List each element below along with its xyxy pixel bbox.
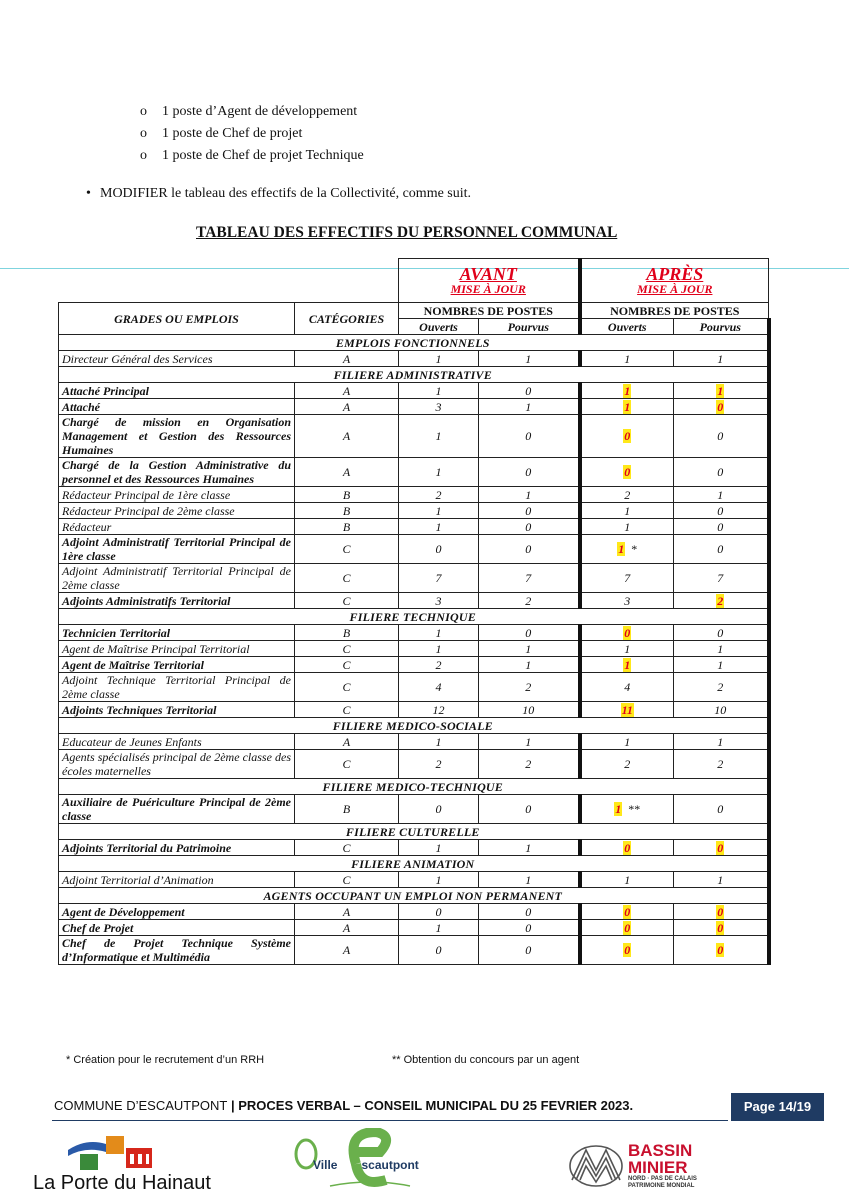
cell-value: C [342,657,351,672]
table-row [59,519,769,535]
cell-value: 0 [525,429,532,443]
section-header-row [59,779,769,795]
cell-value: 1 [525,399,532,414]
effectifs-table [58,258,771,965]
grade-label: Adjoints Territorial du Patrimoine [62,840,232,855]
cell-value: 2 [525,680,532,694]
table-row [59,351,769,367]
cell-value: 2 [435,757,442,771]
cell-value: A [342,920,351,935]
highlighted-value: 0 [624,920,631,935]
header-ouverts: Ouverts [580,319,674,335]
table-row [59,399,769,415]
ville-escautpont-label: Ville scautpont [313,1158,419,1172]
cell-value: A [342,734,351,749]
cell-value: 1 [435,840,442,855]
cell-value: 0 [717,503,724,518]
header-nombres-avant: NOMBRES DE POSTES [399,303,580,319]
cell-value: 1 [717,734,724,749]
section-header-row [59,856,769,872]
cell-value: 10 [714,702,727,717]
grade-label: Directeur Général des Services [62,351,213,366]
cell-value: C [342,757,351,771]
cell-value: C [342,593,351,608]
grade-label: Agent de Développement [62,904,185,919]
porte-hainaut-label: La Porte du Hainaut [33,1172,211,1194]
cell-value: 1 [624,872,631,887]
table-row [59,625,769,641]
section-title: EMPLOIS FONCTIONNELS [335,335,490,350]
table-row [59,641,769,657]
cell-value: 1 [435,625,442,640]
grade-label: Educateur de Jeunes Enfants [62,734,202,749]
section-header-row [59,824,769,840]
cell-value: C [342,571,351,585]
cell-value: 1 [525,487,532,502]
cell-value: 0 [717,625,724,640]
cell-value: 1 [624,641,631,656]
grade-label: Technicien Territorial [62,625,171,640]
cell-value: C [342,641,351,656]
table-row [59,702,769,718]
table-row [59,593,769,609]
cell-value: A [342,429,351,443]
cell-value: B [342,519,351,534]
cell-value: 1 [717,657,724,672]
highlighted-value: 0 [717,943,724,957]
highlighted-value: 1 [624,657,631,672]
section-title: FILIERE MEDICO-SOCIALE [332,718,493,733]
header-ouverts: Ouverts [399,319,479,335]
table-row [59,734,769,750]
highlighted-value: 1 [624,383,631,398]
cell-value: 1 [624,734,631,749]
header-pourvus: Pourvus [479,319,580,335]
cell-value: C [342,542,351,556]
cell-value: 1 [624,519,631,534]
cell-value: 2 [525,593,532,608]
cell-value: 1 [435,519,442,534]
cell-value: 1 [435,920,442,935]
table-row [59,535,769,564]
cell-value: 7 [624,571,631,585]
table-row [59,383,769,399]
section-title: FILIERE ADMINISTRATIVE [333,367,492,382]
footer-rule [52,1120,728,1121]
list-item: o 1 poste de Chef de projet Technique [140,148,364,163]
list-item: o 1 poste d’Agent de développement [140,104,358,119]
cell-value: 0 [717,465,724,479]
highlighted-value: 1 [624,399,631,414]
grade-label: Chef de Projet Technique Système d’Informatique et Multimédia [62,936,291,964]
highlighted-value: 0 [624,943,631,957]
cell-value: B [342,625,351,640]
header-grades: GRADES OU EMPLOIS [59,303,295,335]
header-categories: CATÉGORIES [295,303,399,335]
cell-value: 0 [525,383,532,398]
table-row [59,904,769,920]
grade-label: Attaché [62,399,100,414]
cell-value: 1 [435,641,442,656]
cell-value: 1 [525,351,532,366]
table-row [59,673,769,702]
cell-value: 0 [435,943,442,957]
cell-value: 0 [525,943,532,957]
section-header-row [59,609,769,625]
table-row [59,503,769,519]
grade-label: Adjoint Technique Territorial Principal de 2ème classe [62,673,291,701]
cell-value: A [342,351,351,366]
header-pourvus: Pourvus [674,319,769,335]
list-item: o 1 poste de Chef de projet [140,126,303,141]
cell-value: A [342,399,351,414]
cell-value: A [342,943,351,957]
highlighted-value: 0 [717,904,724,919]
highlighted-value: 0 [624,465,631,479]
table-row [59,750,769,779]
cell-value: C [342,872,351,887]
table-row [59,458,769,487]
cell-value: B [342,487,351,502]
section-header-row [59,718,769,734]
cell-value: 1 [624,351,631,366]
cell-value: 2 [624,487,631,502]
note-concours: ** Obtention du concours par un agent [392,1054,580,1066]
footnote-mark: ** [628,802,641,816]
table-row [59,564,769,593]
footer-text: COMMUNE D’ESCAUTPONT | PROCES VERBAL – CONSEIL MUNICIPAL DU 25 FEVRIER 2023. [54,1098,634,1113]
highlighted-value: 0 [717,840,724,855]
cell-value: C [342,702,351,717]
cell-value: 0 [717,519,724,534]
cell-value: 2 [624,757,631,771]
cell-value: 7 [717,571,724,585]
page-number: Page 14/19 [731,1093,824,1121]
cell-value: 2 [525,757,532,771]
cell-value: 1 [525,840,532,855]
cell-value: 10 [522,702,535,717]
cell-value: 1 [435,351,442,366]
highlighted-value: 0 [717,920,724,935]
grade-label: Chef de Projet [62,920,134,935]
cell-value: 2 [435,657,442,672]
highlighted-value: 1 [618,542,625,556]
section-title: FILIERE ANIMATION [351,856,475,871]
grade-label: Adjoint Administratif Territorial Principal de 2ème classe [62,564,291,592]
cell-value: 0 [717,802,724,816]
cell-value: 0 [525,625,532,640]
grade-label: Adjoint Territorial d’Animation [62,872,214,887]
modifier-bullet: • MODIFIER le tableau des effectifs de la Collectivité, comme suit. [86,186,472,201]
cell-value: 3 [624,593,631,608]
highlighted-value: 0 [624,625,631,640]
cell-value: 1 [525,657,532,672]
header-apres: APRÈS MISE À JOUR [580,259,769,303]
bassin-minier-logo-icon [568,1140,624,1193]
cell-value: 4 [435,680,442,694]
cell-value: 0 [435,904,442,919]
table-row [59,936,769,965]
highlighted-value: 1 [717,383,724,398]
table-row [59,872,769,888]
table-row [59,920,769,936]
highlighted-value: 2 [717,593,724,608]
cell-value: A [342,465,351,479]
cell-value: 0 [435,542,442,556]
grade-label: Agents spécialisés principal de 2ème classe des écoles maternelles [62,750,291,778]
table-row [59,487,769,503]
cell-value: C [342,680,351,694]
cell-value: 1 [717,487,724,502]
cell-value: 4 [624,680,631,694]
grade-label: Adjoint Administratif Territorial Principal de 1ère classe [62,535,291,563]
table-row [59,415,769,458]
cell-value: B [342,802,351,816]
table-title: TABLEAU DES EFFECTIFS DU PERSONNEL COMMUNAL [196,224,618,241]
cell-value: 0 [435,802,442,816]
table-row [59,840,769,856]
cell-value: 0 [717,429,724,443]
bullet-list [140,104,364,170]
section-title: FILIERE TECHNIQUE [349,609,476,624]
cell-value: 0 [525,465,532,479]
cell-value: 3 [435,399,442,414]
highlighted-value: 0 [717,399,724,414]
cell-value: 0 [525,802,532,816]
header-nombres-apres: NOMBRES DE POSTES [580,303,769,319]
cell-value: A [342,904,351,919]
cell-value: 1 [435,503,442,518]
grade-label: Rédacteur Principal de 1ère classe [62,487,231,502]
cell-value: 1 [717,641,724,656]
bassin-minier-label: BASSIN MINIER [628,1141,693,1177]
cell-value: 1 [525,734,532,749]
cell-value: 0 [525,503,532,518]
grade-label: Chargé de mission en Organisation Management et Gestion des Ressources Humaines [62,415,291,457]
grade-label: Adjoints Techniques Territorial [62,702,217,717]
cell-value: 1 [717,872,724,887]
cell-value: 1 [435,734,442,749]
table-row [59,657,769,673]
footnote-mark: * [631,542,638,556]
grade-label: Adjoints Administratifs Territorial [62,593,231,608]
cell-value: A [342,383,351,398]
section-header-row [59,888,769,904]
section-header-row [59,367,769,383]
cell-value: 0 [525,519,532,534]
cell-value: 3 [435,593,442,608]
cell-value: 0 [525,920,532,935]
cell-value: 1 [624,503,631,518]
cell-value: 2 [717,680,724,694]
grade-label: Rédacteur Principal de 2ème classe [62,503,235,518]
cell-value: 0 [717,542,724,556]
cell-value: 1 [435,872,442,887]
highlighted-value: 1 [615,802,622,816]
cell-value: 0 [525,542,532,556]
highlighted-value: 0 [624,840,631,855]
bassin-minier-sub: NORD · PAS DE CALAIS PATRIMOINE MONDIAL [628,1176,697,1189]
header-avant: AVANT MISE À JOUR [399,259,580,303]
porte-hainaut-logo-icon [66,1130,156,1177]
grade-label: Chargé de la Gestion Administrative du personnel et des Ressources Humaines [62,458,291,486]
cell-value: 1 [525,641,532,656]
cell-value: 1 [717,351,724,366]
section-title: FILIERE MEDICO-TECHNIQUE [322,779,504,794]
cell-value: 1 [435,465,442,479]
grade-label: Attaché Principal [62,383,149,398]
section-header-row [59,335,769,351]
cell-value: 0 [525,904,532,919]
cell-value: 2 [717,757,724,771]
section-title: FILIERE CULTURELLE [345,824,480,839]
cell-value: B [342,503,351,518]
highlighted-value: 0 [624,429,631,443]
cell-value: 12 [432,702,445,717]
cell-value: 7 [435,571,442,585]
note-creation: * Création pour le recrutement d’un RRH [66,1054,265,1066]
grade-label: Auxiliaire de Puériculture Principal de 2ème classe [62,795,291,823]
cell-value: 1 [435,383,442,398]
cell-value: 1 [525,872,532,887]
table-row [59,795,769,824]
grade-label: Rédacteur [62,519,112,534]
cell-value: C [342,840,351,855]
cell-value: 7 [525,571,532,585]
grade-label: Agent de Maîtrise Territorial [62,657,204,672]
cell-value: 2 [435,487,442,502]
highlighted-value: 0 [624,904,631,919]
section-title: AGENTS OCCUPANT UN EMPLOI NON PERMANENT [263,888,563,903]
grade-label: Agent de Maîtrise Principal Territorial [62,641,250,656]
highlighted-value: 11 [621,702,633,717]
cell-value: 1 [435,429,442,443]
